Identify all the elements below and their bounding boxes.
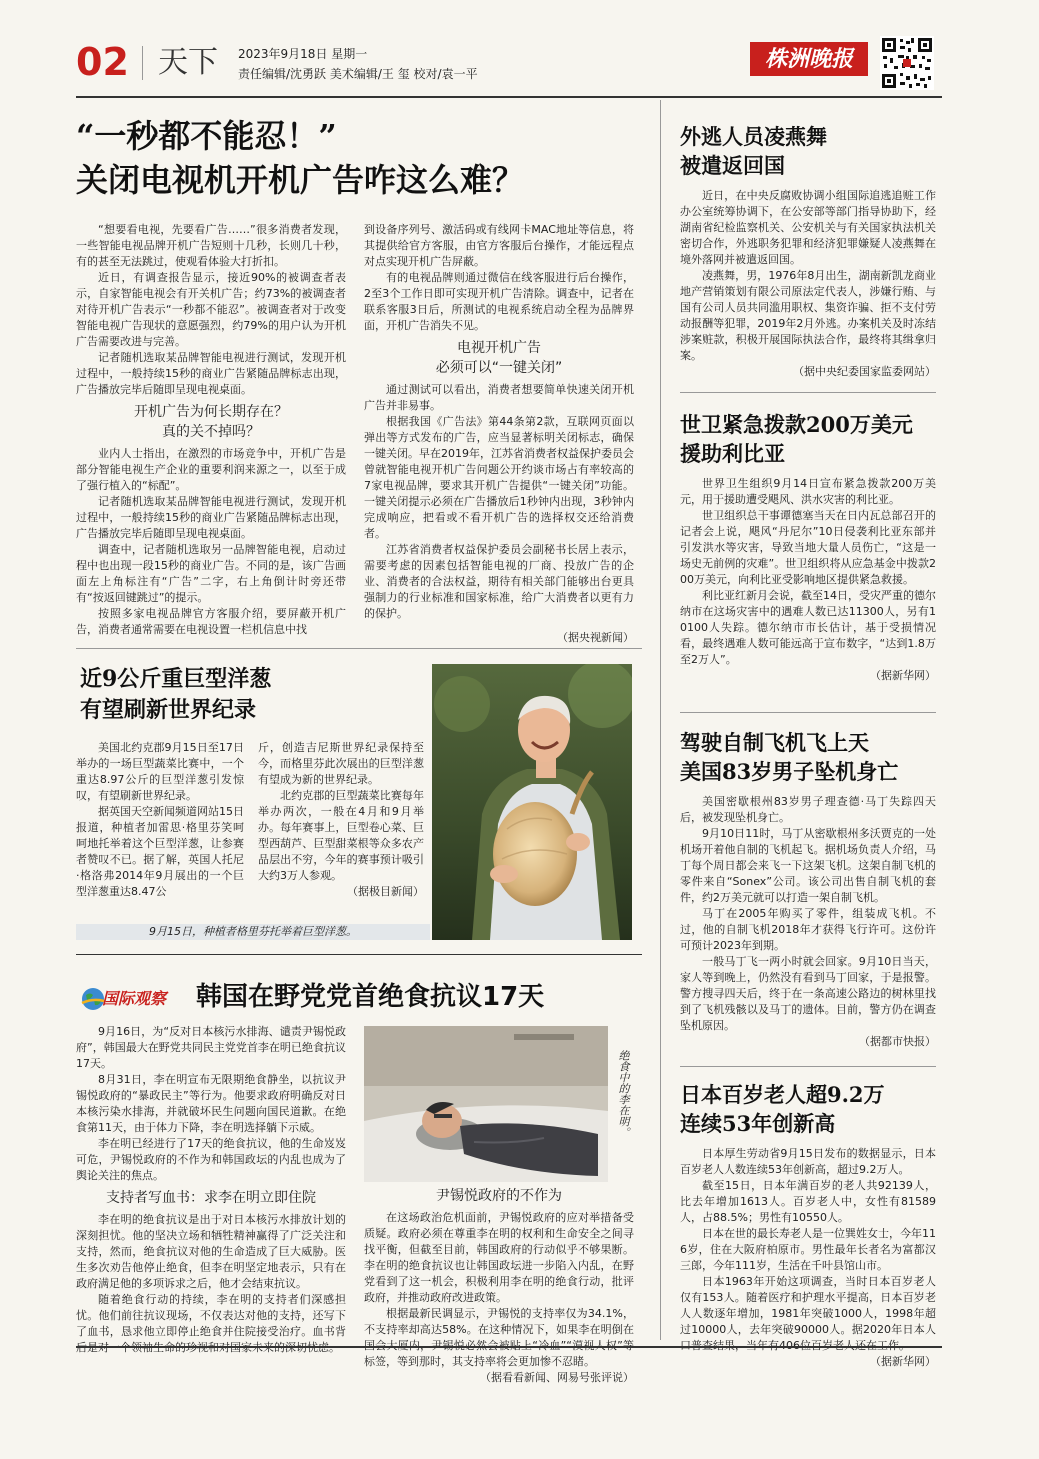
paragraph: 调查中，记者随机选取另一品牌智能电视，启动过程中也出现一段15秒的商业广告。不同的是，该广告画面左上角标注有“广告”二字，右上角倒计时旁还带有“按返回键跳过”的提示。	[76, 543, 346, 604]
paragraph: 截至15日，日本年满百岁的老人共92139人，比去年增加1613人。百岁老人中，女性有81589人，占88.5%；男性有10550人。	[680, 1179, 936, 1224]
headline-line: 连续53年创新高	[680, 1111, 836, 1136]
headline-line: 美国83岁男子坠机身亡	[680, 759, 899, 784]
lead-column-2	[364, 222, 634, 646]
paragraph: 按照多家电视品牌官方客服介绍，要屏蔽开机广告，消费者通常需要在电视设置一栏机信息中找	[76, 607, 346, 636]
article-divider	[680, 1066, 936, 1067]
onion-headline	[80, 664, 420, 726]
source-credit: （据看看新闻、网易号张评说）	[480, 1371, 634, 1384]
headline-line: 援助利比亚	[680, 441, 785, 466]
subheading-line: 必须可以“一键关闭”	[435, 360, 563, 376]
onion-headline-line2: 有望刷新世界纪录	[80, 697, 257, 723]
source-credit: （据央视新闻）	[557, 631, 634, 644]
subheading	[76, 402, 346, 442]
lead-column-1	[76, 222, 346, 638]
paragraph: 日本1963年开始这项调查，当时日本百岁老人仅有153人。随着医疗和护理水平提高，日本百岁老人人数逐年增加，1981年突破1000人，1998年超过10000人，去年突破90000人。据2020年日本人	[680, 1275, 936, 1336]
right-column-divider	[660, 100, 661, 1340]
lead-headline	[76, 114, 646, 202]
paragraph: 利比亚红新月会说，截至14日，受灾严重的德尔纳市在这场灾害中的遇难人数已达11300人，另有10100人失踪。德尔纳市市长估计，基于受损情况看，最终遇难人数可能远高于宣布数字，“达到1.8万至2万人”。	[680, 589, 936, 666]
subheading: 尹锡悦政府的不作为	[436, 1188, 562, 1204]
paragraph: 通过测试可以看出，消费者想要简单快速关闭开机广告并非易事。	[364, 383, 634, 412]
paragraph: 日本厚生劳动省9月15日发布的数据显示，日本百岁老人人数连续53年创新高，超过9.2万人。	[680, 1147, 936, 1176]
masthead-rule	[76, 96, 942, 98]
page-number: 02	[76, 40, 129, 84]
source-credit: （据极目新闻）	[347, 885, 424, 898]
paragraph: 业内人士指出，在激烈的市场竞争中，开机广告是部分智能电视生产企业的重要利润来源之一，以至于成了强行植入的“标配”。	[76, 447, 346, 492]
source-credit: （据新华网）	[870, 669, 936, 682]
article-divider	[680, 712, 936, 713]
subheading-line: 开机广告为何长期存在？	[134, 404, 288, 420]
korea-column-2	[364, 1186, 634, 1386]
headline-line: 外逃人员凌燕舞	[680, 124, 827, 149]
lead-headline-line2: 关闭电视机开机广告咋这么难？	[76, 161, 525, 199]
source-credit: （据新华网）	[870, 1355, 936, 1368]
onion-photo-caption: 9月15日，种植者格里芬托举着巨型洋葱。	[76, 924, 430, 940]
paragraph: 随着绝食行动的持续，李在明的支持者们深感担忧。他们前往抗议现场，不仅表达对他的支持，还写下了血书，恳求他立即停止绝食并住院接受治疗。血书背	[76, 1293, 346, 1338]
paragraph: 记者随机选取某品牌智能电视进行测试，发现开机过程中，一般持续15秒的商业广告紧随品牌标志出现，广告播放完毕后随即呈现电视桌面。	[76, 351, 346, 396]
onion-column-2	[258, 740, 424, 900]
paragraph: 斤，创造吉尼斯世界纪录保持至今，而格里芬此次展出的巨型洋葱有望成为新的世界纪录。	[258, 741, 424, 786]
paragraph: 9月10日11时，马丁从密歇根州多沃贾克的一处机场开着他自制的飞机起飞。据机场负责人介绍，马丁每个周日都会来飞一下这架飞机。这架自制飞机的零件来自“Sonex”公司。该公司出售自制飞机的套件，约2万美元就可以打造一架自制飞机。	[680, 827, 936, 904]
paragraph: 到设备序列号、激活码或有线网卡MAC地址等信息，将其提供给官方客服，由官方客服后台操作，才能远程点对点实现开机广告屏蔽。	[364, 223, 634, 268]
paragraph: 日本在世的最长寿老人是一位巽姓女士，今年116岁，住在大阪府柏原市。男性最年长者名为富都汉三郎，今年111岁，生活在千叶县馆山市。	[680, 1227, 936, 1272]
world-watch-badge	[80, 986, 184, 1012]
article-headline	[680, 410, 936, 468]
paragraph: 记者随机选取某品牌智能电视进行测试，发现开机过程中，一般持续15秒的商业广告紧随品牌标志出现，广告播放完毕后随即呈现电视桌面。	[76, 495, 346, 540]
section-name: 天下	[158, 45, 218, 80]
korea-headline: 韩国在野党党首绝食抗议17天	[196, 982, 545, 1012]
qr-code-icon	[880, 36, 934, 90]
headline-line: 驾驶自制飞机飞上天	[680, 730, 869, 755]
paragraph: 根据最新民调显示，尹锡悦的支持率仅为34.1%，不支持率却高达58%。在这种情况下，如果李在明倒在 标签，等到那时，其支持率将会更加惨不忍睹。	[364, 1307, 634, 1368]
korea-photo-illustration	[364, 1026, 608, 1182]
paragraph: 近日，有调查报告显示，接近90%的被调查者表示，自家智能电视会有开关机广告；约73%的被调查者对待开机广告表示“一秒都不能忍”。被调查者对于改变智能电视广告现状的意愿强烈，约79%的用户认为开机广告需要改进与完善。	[76, 271, 346, 348]
article-headline	[680, 122, 936, 180]
headline-line: 被遣返回国	[680, 153, 785, 178]
paragraph: 在这场政治危机面前，尹锡悦政府的应对举措备受质疑。政府必须在尊重李在明的权利和生命安全之间寻找平衡，但截至目前，韩国政府的行动似乎不够果断。李在明的绝食抗议也让韩国政坛进一步陷入内乱，在野党看到了这一机会，积极利用李在明的绝食行动，批评政府，并推动政府改进政策。	[364, 1211, 634, 1304]
masthead-divider	[142, 46, 143, 80]
paragraph: “想要看电视，先要看广告……”很多消费者发现，一些智能电视品牌开机广告短则十几秒，长则几十秒，有的甚至无法跳过，使观看体验大打折扣。	[76, 223, 346, 268]
paragraph: 江苏省消费者权益保护委员会副秘书长居上表示，需要考虑的因素包括智能电视的厂商、投放广告的企业、消费者的合法权益，期待有相关部门能够出台更具强制力的行业标准和国家标准，给广大消费者以更有力的保护。	[364, 543, 634, 620]
onion-headline-line1: 近9公斤重巨型洋葱	[80, 666, 272, 692]
paragraph: 马丁在2005年购买了零件，组装成飞机。不过，他的自制飞机2018年才获得飞行许可。这份许可预计2023年到期。	[680, 907, 936, 952]
paragraph: 一般马丁飞一两小时就会回家。9月10日当天，家人等到晚上，仍然没有看到马丁回家，于是报警。警方搜寻四天后，终于在一条高速公路边的树林里找到了飞机残骸以及马丁的遗体。目前，警方仍在调查坠机原因。	[680, 955, 936, 1032]
article-who-libya	[680, 410, 936, 684]
headline-line: 日本百岁老人超9.2万	[680, 1082, 885, 1107]
onion-column-1	[76, 740, 244, 900]
paragraph: 根据我国《广告法》第44条第2款，互联网页面以弹出等方式发布的广告，应当显著标明关闭标志，确保一键关闭。早在2019年，江苏省消费者权益保护委员会曾就智能电视开机广告问题公开约谈市场占有率较高的7家电视品牌，要求其开机广告提供“一键关闭”功能。一键关闭提示必须在广告播放后1秒钟内出现，3秒钟内完成响应，把看或不看开机广告的选择权交还给消费者。	[364, 415, 634, 540]
subheading-line: 电视开机广告	[457, 340, 541, 356]
newspaper-logo: 株洲晚报	[750, 42, 868, 76]
paragraph: 据英国天空新闻频道网站15日报道，种植者加雷思·格里芬笑呵呵地托举着这个巨型洋葱，让参赛者赞叹不已。据了解，英国人托尼·格洛弗2014年9月展出的一个巨型洋葱重达8.47公	[76, 805, 244, 898]
article-japan-centenarians	[680, 1080, 936, 1370]
footer-rule	[76, 1346, 942, 1348]
section-divider	[76, 954, 642, 955]
korea-photo-caption: 绝食中的李在明。	[617, 1050, 630, 1138]
korea-column-1	[76, 1024, 346, 1356]
article-headline	[680, 1080, 936, 1138]
article-headline	[680, 728, 936, 786]
paragraph: 近日，在中央反腐败协调小组国际追逃追赃工作办公室统筹协调下，在公安部等部门指导协助下，经湖南省纪检监察机关、公安机关与有关国家执法机关密切合作，外逃职务犯罪和经济犯罪嫌疑人凌燕舞在境外落网并被遣返回国。	[680, 189, 936, 266]
subheading: 支持者写血书：求李在明立即住院	[106, 1190, 316, 1206]
onion-photo-illustration	[432, 664, 632, 940]
onion-photo	[432, 664, 632, 940]
issue-date: 2023年9月18日 星期一	[238, 47, 368, 61]
paragraph: 9月16日，为“反对日本核污水排海、谴责尹锡悦政府”，韩国最大在野党共同民主党党首李在明已绝食抗议17天。	[76, 1025, 346, 1070]
paragraph: 美国密歇根州83岁男子理查德·马丁失踪四天后，被发现坠机身亡。	[680, 795, 936, 824]
badge-label: 国际观察	[102, 989, 167, 1008]
paragraph: 世卫组织总干事谭德塞当天在日内瓦总部召开的记者会上说，飓风“丹尼尔”10日侵袭利比亚东部并引发洪水等灾害，导致当地大量人员伤亡，“这是一场史无前例的灾难”。世卫组织将从应急基金中拨款200万美元，向利比亚受影响地区提供紧急救援。	[680, 509, 936, 586]
source-credit: （据中央纪委国家监委网站）	[793, 365, 936, 378]
section-divider	[76, 648, 642, 649]
source-credit: （据都市快报）	[859, 1035, 936, 1048]
paragraph: 世界卫生组织9月14日宣布紧急拨款200万美元，用于援助遭受飓风、洪水灾害的利比亚。	[680, 477, 936, 506]
lead-headline-line1: “一秒都不能忍！”	[76, 117, 337, 155]
korea-photo	[364, 1026, 608, 1182]
headline-line: 世卫紧急拨款200万美元	[680, 412, 913, 437]
article-divider	[680, 392, 936, 393]
paragraph: 李在明已经进行了17天的绝食抗议，他的生命岌岌可危，尹锡悦政府的不作为和韩国政坛的内乱也成为了舆论关注的焦点。	[76, 1137, 346, 1182]
paragraph: 美国北约克郡9月15日至17日举办的一场巨型蔬菜比赛中，一个重达8.97公斤的巨型洋葱引发惊叹，有望刷新世界纪录。	[76, 741, 244, 802]
subheading-line: 真的关不掉吗？	[162, 424, 260, 440]
paragraph: 有的电视品牌则通过微信在线客服进行后台操作，2至3个工作日即可实现开机广告清除。调查中，记者在联系客服3日后，所测试的电视系统启动全程为品牌界面，开机广告消失不见。	[364, 271, 634, 332]
editors-line: 责任编辑/沈勇跃 美术编辑/王 玺 校对/袁一平	[238, 67, 478, 81]
paragraph: 凌燕舞，男，1976年8月出生，湖南新凯龙商业地产营销策划有限公司原法定代表人，涉嫌行贿、与国有公司人员共同滥用职权、集资诈骗、拒不支付劳动报酬等犯罪，2019年2月外逃。办案机关及时冻结涉案赃款，积极开展国际执法合作，最终将其缉拿归案。	[680, 269, 936, 362]
paragraph: 北约克郡的巨型蔬菜比赛每年举办两次，一般在4月和9月举办。每年赛事上，巨型卷心菜、巨型西葫芦、巨型甜菜根等众多农产品层出不穷，今年的赛事预计吸引大约3万人参观。	[258, 789, 424, 882]
subheading	[364, 338, 634, 378]
paragraph: 8月31日，李在明宣布无限期绝食静坐，以抗议尹锡悦政府的“暴政民主”等行为。他要求政府明确反对日本核污染水排海，并就破坏民生问题向国民道歉。在绝食第11天，由于体力下降，李在明选择躺下示威。	[76, 1073, 346, 1134]
paragraph: 李在明的绝食抗议是出于对日本核污水排放计划的深刻担忧。他的坚决立场和牺牲精神赢得了广泛关注和支持，然而，绝食抗议对他的生命造成了巨大威胁。医生多次劝告他停止绝食，但李在明坚定地表示，只有在政府满足他的多项诉求之后，他才会结束抗议。	[76, 1213, 346, 1290]
article-fugitive	[680, 122, 936, 380]
article-plane-crash	[680, 728, 936, 1050]
